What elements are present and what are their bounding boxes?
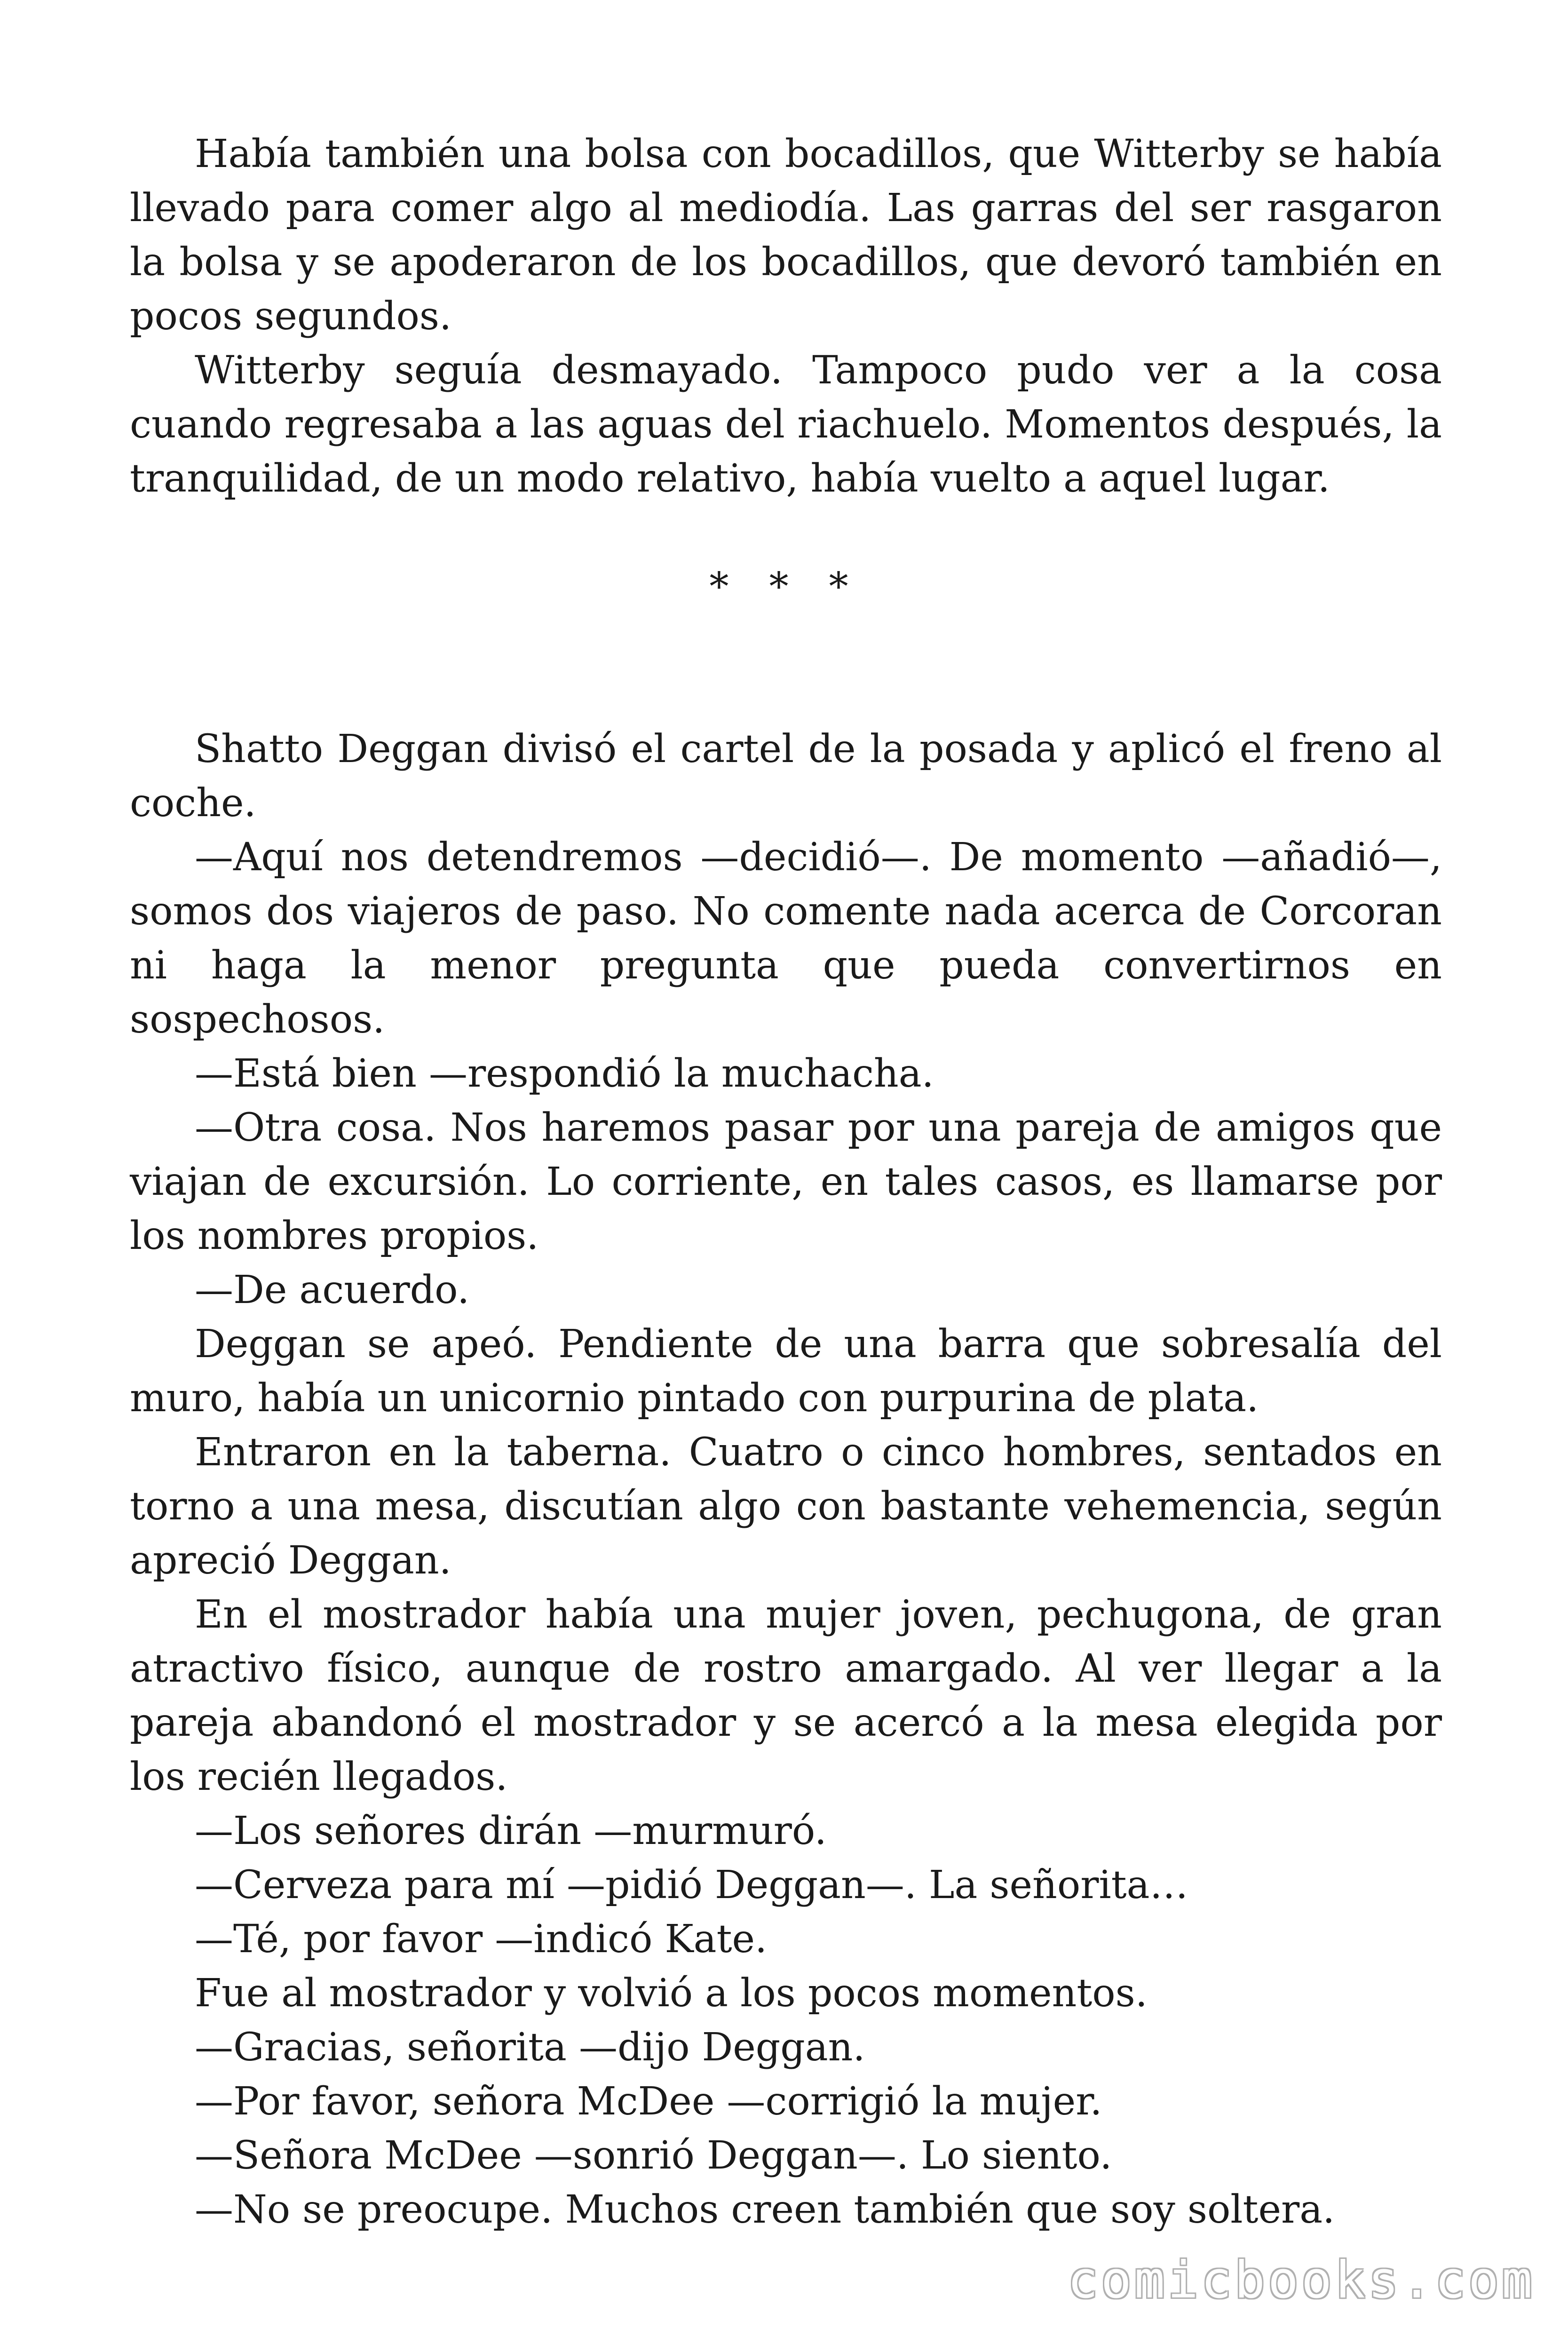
paragraph: —Gracias, señorita —dijo Deggan. (195, 2025, 865, 2070)
paragraph: Había también una bolsa con bocadillos, que Witterby se había llevado para comer algo al mediodía. Las garras del ser rasgaron la bolsa y se apoderaron de los bocadillos, que devoró también en pocos segundos. (130, 132, 1442, 339)
paragraph: —Otra cosa. Nos haremos pasar por una pareja de amigos que viajan de excursión. Lo corriente, en tales casos, es llamarse por los nombres propios. (130, 1105, 1442, 1258)
paragraph: Deggan se apeó. Pendiente de una barra que sobresalía del muro, había un unicornio pintado con purpurina de plata. (130, 1322, 1442, 1421)
book-page (130, 127, 1442, 2237)
paragraph: —Cerveza para mí —pidió Deggan—. La señorita… (195, 1863, 1188, 1907)
paragraph: Entraron en la taberna. Cuatro o cinco hombres, sentados en torno a una mesa, discutían algo con bastante vehemencia, según apreció Deggan. (130, 1430, 1442, 1583)
paragraph: Fue al mostrador y volvió a los pocos momentos. (195, 1971, 1148, 2016)
watermark-logo: comicbooks.com (1067, 2251, 1535, 2310)
paragraph: —Señora McDee —sonrió Deggan—. Lo siento. (195, 2133, 1112, 2178)
paragraph: —Está bien —respondió la muchacha. (195, 1051, 934, 1096)
paragraph: —De acuerdo. (195, 1268, 470, 1312)
paragraph: —No se preocupe. Muchos creen también que soy soltera. (195, 2187, 1335, 2232)
paragraph: —Té, por favor —indicó Kate. (195, 1917, 768, 1962)
paragraph: En el mostrador había una mujer joven, pechugona, de gran atractivo físico, aunque de rostro amargado. Al ver llegar a la pareja abandonó el mostrador y se acercó a la mesa elegida por los recién llegados. (130, 1592, 1442, 1799)
paragraph: —Los señores dirán —murmuró. (195, 1809, 827, 1853)
section-separator: * * * (709, 564, 863, 609)
paragraph: Shatto Deggan divisó el cartel de la posada y aplicó el freno al coche. (130, 727, 1442, 826)
paragraph: Witterby seguía desmayado. Tampoco pudo ver a la cosa cuando regresaba a las aguas del riachuelo. Momentos después, la tranquilidad, de un modo relativo, había vuelto a aquel lugar. (130, 348, 1442, 501)
paragraph: —Aquí nos detendremos —decidió—. De momento —añadió—, somos dos viajeros de paso. No comente nada acerca de Corcoran ni haga la menor pregunta que pueda convertirnos en sospechosos. (130, 835, 1442, 1042)
paragraph: —Por favor, señora McDee —corrigió la mujer. (195, 2079, 1102, 2124)
